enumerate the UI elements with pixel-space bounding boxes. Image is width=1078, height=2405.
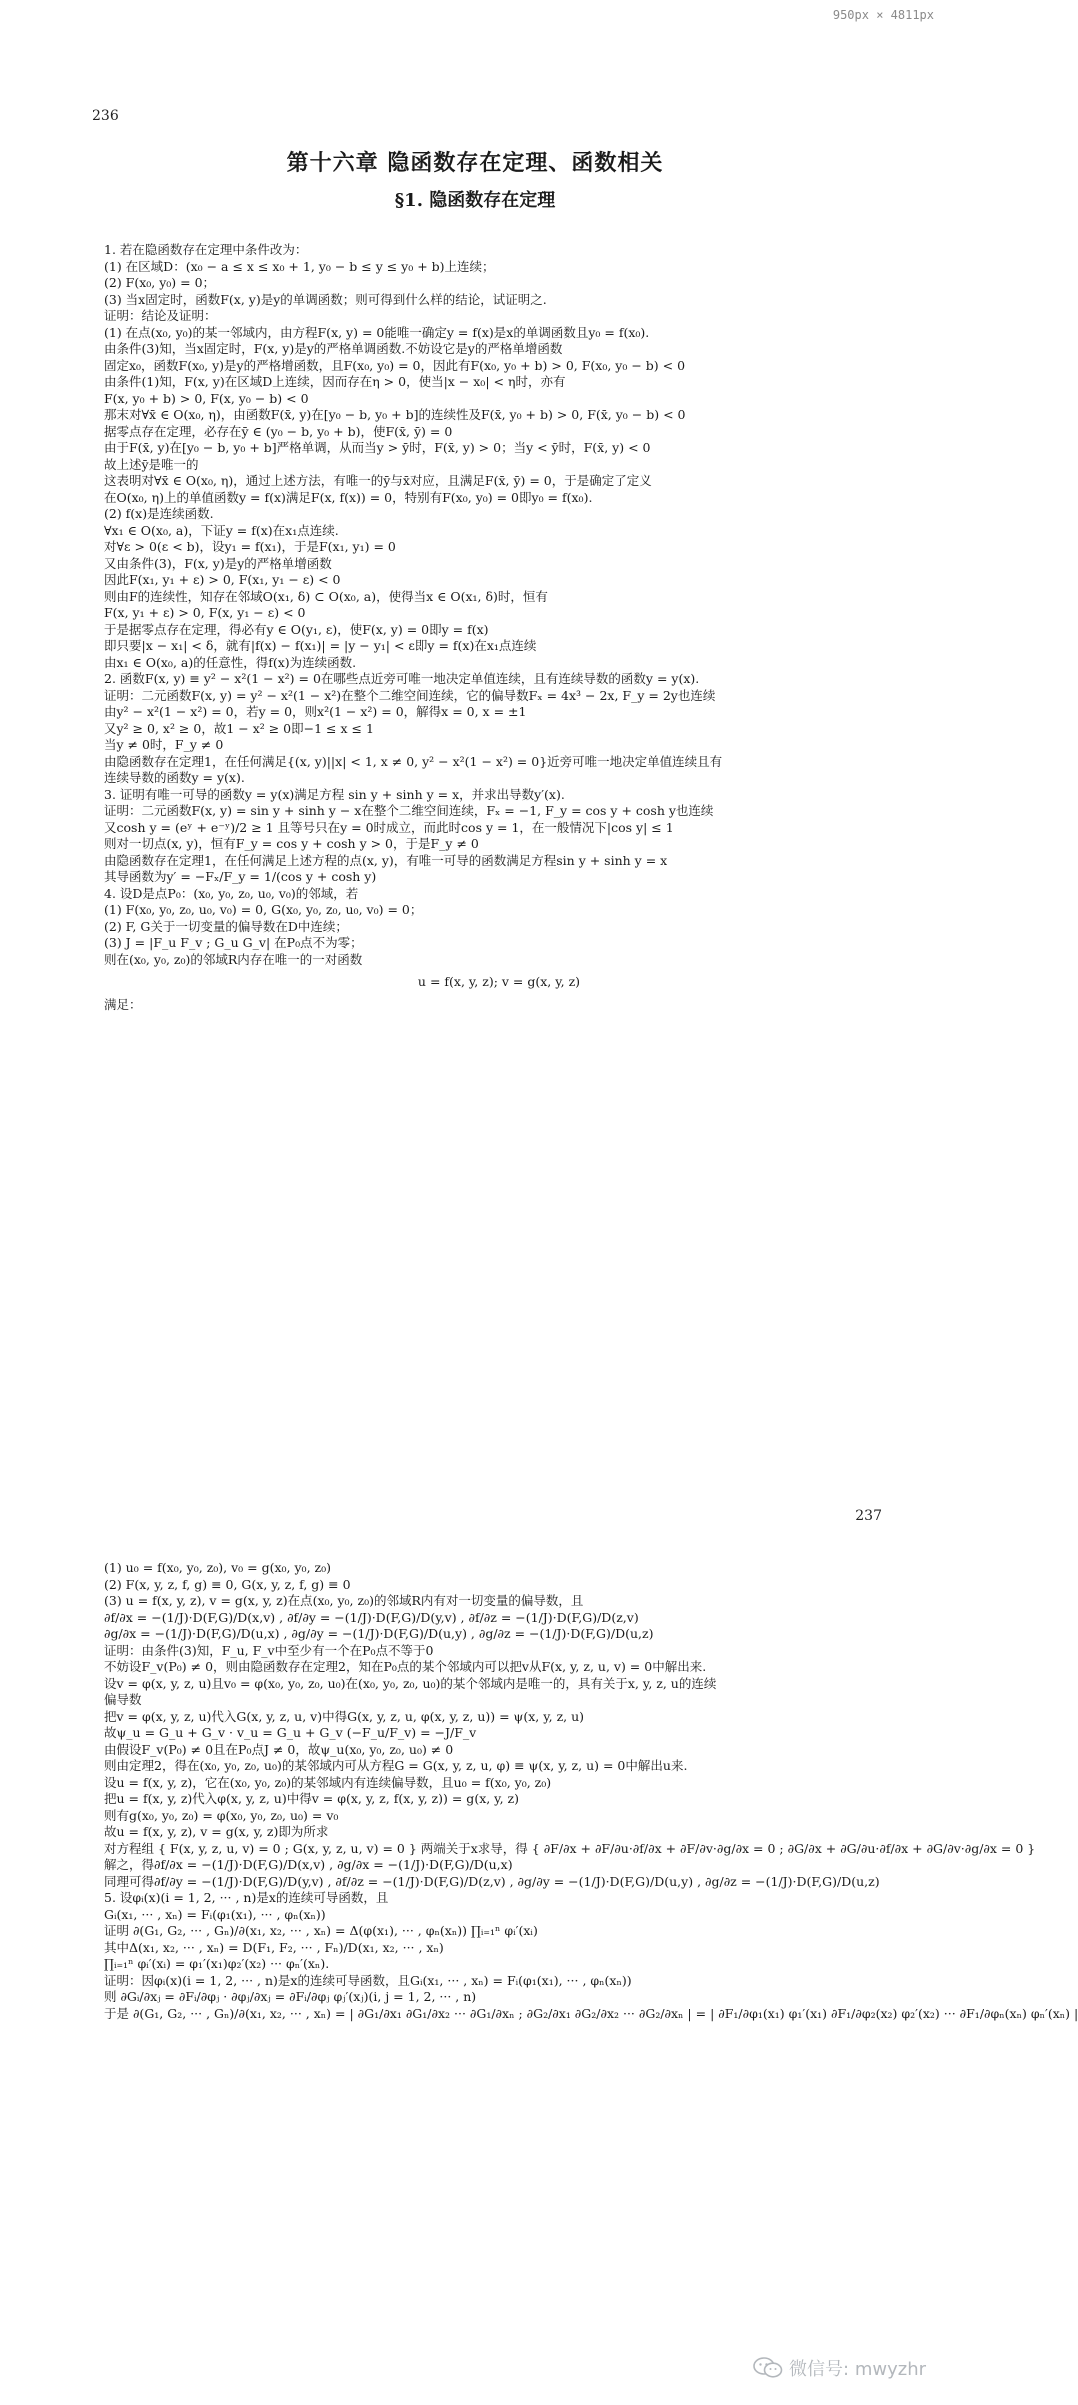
text-line: 固定x₀，函数F(x₀, y)是y的严格增函数，且F(x₀, y₀) = 0，因此有F(x₀, y₀ + b) > 0, F(x₀, y₀ − b) < 0 [104, 357, 686, 373]
text-line: 由隐函数存在定理1，在任何满足{(x, y)||x| < 1, x ≠ 0, y² − x²(1 − x²) = 0}近旁可唯一地决定单值连续且有 [104, 753, 723, 769]
text-line: 连续导数的函数y = y(x). [104, 770, 245, 785]
text-line: 故上述ȳ是唯一的 [104, 456, 199, 472]
centered-formula: u = f(x, y, z); v = g(x, y, z) [417, 974, 581, 989]
text-line: 证明 ∂(G₁, G₂, ··· , Gₙ)/∂(x₁, x₂, ··· , xₙ) = Δ(φ(x₁), ··· , φₙ(xₙ)) ∏ᵢ₌₁ⁿ φᵢ′(xᵢ) [104, 1923, 538, 1938]
text-line: 对∀ε > 0(ε < b)，设y₁ = f(x₁)，于是F(x₁, y₁) = 0 [104, 539, 396, 554]
wechat-watermark [753, 2355, 926, 2381]
text-line: 故ψ_u = G_u + G_v · v_u = G_u + G_v (−F_u/F_v) = −J/F_v [104, 1725, 477, 1740]
text-line: 这表明对∀x̄ ∈ O(x₀, η)，通过上述方法，有唯一的ȳ与x̄对应，且满足F(x̄, ȳ) = 0，于是确定了定义 [104, 473, 652, 488]
page-body-text [104, 1560, 1078, 2022]
watermark-text: 微信号: mwyzhr [789, 2359, 926, 2380]
text-line: 在O(x₀, η)上的单值函数y = f(x)满足F(x, f(x)) = 0，特别有F(x₀, y₀) = 0即y₀ = f(x₀). [104, 489, 593, 505]
text-line: 则对一切点(x, y)，恒有F_y = cos y + cosh y > 0，于是F_y ≠ 0 [104, 836, 479, 851]
text-line: 偏导数 [104, 1692, 142, 1707]
text-line: 证明：由条件(3)知，F_u, F_v中至少有一个在P₀点不等于0 [104, 1642, 434, 1658]
text-line: (1) F(x₀, y₀, z₀, u₀, v₀) = 0, G(x₀, y₀, z₀, u₀, v₀) = 0； [104, 902, 423, 917]
text-line: 把u = f(x, y, z)代入φ(x, y, z, u)中得v = φ(x, y, z, f(x, y, z)) = g(x, y, z) [104, 1791, 519, 1806]
text-line: 4. 设D是点P₀：(x₀, y₀, z₀, u₀, v₀)的邻域，若 [104, 885, 359, 901]
text-line: 证明：因φᵢ(x)(i = 1, 2, ··· , n)是x的连续可导函数，且Gᵢ(x₁, ··· , xₙ) = Fᵢ(φ₁(x₁), ··· , φₙ(xₙ)) [104, 1972, 632, 1988]
text-line: 由隐函数存在定理1，在任何满足上述方程的点(x, y)，有唯一可导的函数满足方程sin y + sinh y = x [104, 852, 668, 868]
text-line: 3. 证明有唯一可导的函数y = y(x)满足方程 sin y + sinh y = x，并求出导数y′(x). [104, 786, 565, 802]
text-line: 于是 ∂(G₁, G₂, ··· , Gₙ)/∂(x₁, x₂, ··· , xₙ) = | ∂G₁/∂x₁ ∂G₁/∂x₂ ··· ∂G₁/∂xₙ ; ∂G₂/∂x₁ ∂G₂/∂x₂ ··· ∂G₂/∂xₙ | = | ∂F₁/∂φ₁(x₁) φ₁′(x₁) ∂F₁/∂φ₂(x₂) φ₂′(x₂) ··· ∂F₁/∂φₙ(xₙ) φₙ′(xₙ) | [104, 2005, 1078, 2021]
text-line: (3) u = f(x, y, z), v = g(x, y, z)在点(x₀, y₀, z₀)的邻域R内有对一切变量的偏导数，且 [104, 1593, 584, 1608]
text-line: 据零点存在定理，必存在ȳ ∈ (y₀ − b, y₀ + b)，使F(x̄, ȳ) = 0 [104, 423, 453, 439]
text-line: 证明：二元函数F(x, y) = y² − x²(1 − x²)在整个二维空间连续，它的偏导数Fₓ = 4x³ − 2x, F_y = 2y也连续 [104, 687, 716, 703]
wechat-icon [753, 2356, 783, 2380]
text-line: 设v = φ(x, y, z, u)且v₀ = φ(x₀, y₀, z₀, u₀)在(x₀, y₀, z₀, u₀)的某个邻域内是唯一的，具有关于x, y, z, u的连续 [104, 1675, 717, 1691]
text-line: (3) 当x固定时，函数F(x, y)是y的单调函数；则可得到什么样的结论，试证明之. [104, 291, 547, 307]
text-line: 则由定理2，得在(x₀, y₀, z₀, u₀)的某邻域内可从方程G = G(x, y, z, u, φ) ≡ ψ(x, y, z, u) = 0中解出u来. [104, 1758, 688, 1773]
text-line: 由x₁ ∈ O(x₀, a)的任意性，得f(x)为连续函数. [104, 654, 357, 670]
text-line: 即只要|x − x₁| < δ，就有|f(x) − f(x₁)| = |y − y₁| < ε即y = f(x)在x₁点连续 [104, 638, 537, 653]
page-body-text [104, 242, 894, 1013]
text-line: (1) 在区域D：(x₀ − a ≤ x ≤ x₀ + 1, y₀ − b ≤ y ≤ y₀ + b)上连续； [104, 258, 495, 274]
text-line: 证明：二元函数F(x, y) = sin y + sinh y − x在整个二维空间连续，Fₓ = −1, F_y = cos y + cosh y也连续 [104, 803, 714, 818]
page-number: 236 [92, 108, 119, 124]
text-line: 对方程组 { F(x, y, z, u, v) = 0 ; G(x, y, z, u, v) = 0 } 两端关于x求导，得 { ∂F/∂x + ∂F/∂u·∂f/∂x + ∂F/∂v·∂g/∂x = 0 ; ∂G/∂x + ∂G/∂u·∂f/∂x + ∂G/∂v·∂g/∂x = 0 } [104, 1840, 1036, 1856]
text-line: 1. 若在隐函数存在定理中条件改为： [104, 242, 308, 257]
chapter-title: 第十六章 隐函数存在定理、函数相关 [286, 150, 664, 176]
text-line: 其导函数为y′ = −Fₓ/F_y = 1/(cos y + cosh y) [104, 869, 377, 884]
text-line: (2) F(x₀, y₀) = 0； [104, 275, 216, 290]
text-line: 又cosh y = (eʸ + e⁻ʸ)/2 ≥ 1 且等号只在y = 0时成立，而此时cos y = 1，在一般情况下|cos y| ≤ 1 [104, 819, 674, 835]
text-line: 由假设F_v(P₀) ≠ 0且在P₀点J ≠ 0，故ψ_u(x₀, y₀, z₀, u₀) ≠ 0 [104, 1741, 454, 1757]
text-line: 因此F(x₁, y₁ + ε) > 0, F(x₁, y₁ − ε) < 0 [104, 572, 341, 587]
text-line: 由条件(3)知，当x固定时，F(x, y)是y的严格单调函数.不妨设它是y的严格单增函数 [104, 341, 563, 356]
text-line: 同理可得∂f/∂y = −(1/J)·D(F,G)/D(y,v) , ∂f/∂z = −(1/J)·D(F,G)/D(z,v) , ∂g/∂y = −(1/J)·D(F,G)/D(u,y) , ∂g/∂z = −(1/J)·D(F,G)/D(u,z) [104, 1873, 880, 1889]
text-line: 那末对∀x̄ ∈ O(x₀, η)，由函数F(x̄, y)在[y₀ − b, y₀ + b]的连续性及F(x̄, y₀ + b) > 0, F(x̄, y₀ − b) < 0 [104, 407, 686, 422]
section-title: §1. 隐函数存在定理 [394, 190, 556, 211]
text-line: ∂f/∂x = −(1/J)·D(F,G)/D(x,v) , ∂f/∂y = −(1/J)·D(F,G)/D(y,v) , ∂f/∂z = −(1/J)·D(F,G)/D(z,v) [104, 1609, 639, 1625]
text-line: Gᵢ(x₁, ··· , xₙ) = Fᵢ(φ₁(x₁), ··· , φₙ(xₙ)) [104, 1906, 326, 1922]
text-line: F(x, y₁ + ε) > 0, F(x, y₁ − ε) < 0 [104, 605, 306, 620]
text-line: 满足： [104, 996, 142, 1012]
text-line: 由于F(x̄, y)在[y₀ − b, y₀ + b]严格单调，从而当y > ȳ时，F(x̄, y) > 0；当y < ȳ时，F(x̄, y) < 0 [104, 440, 651, 455]
text-line: 其中Δ(x₁, x₂, ··· , xₙ) = D(F₁, F₂, ··· , Fₙ)/D(x₁, x₂, ··· , xₙ) [104, 1939, 444, 1955]
page-number: 237 [855, 1508, 882, 1524]
text-line: 不妨设F_v(P₀) ≠ 0，则由隐函数存在定理2，知在P₀点的某个邻域内可以把v从F(x, y, z, u, v) = 0中解出来. [104, 1659, 707, 1674]
text-line: 故u = f(x, y, z), v = g(x, y, z)即为所求 [104, 1824, 329, 1839]
text-line: 证明：结论及证明： [104, 308, 217, 323]
text-line: (2) F, G关于一切变量的偏导数在D中连续； [104, 918, 348, 934]
text-line: 设u = f(x, y, z)，它在(x₀, y₀, z₀)的某邻域内有连续偏导数，且u₀ = f(x₀, y₀, z₀) [104, 1774, 552, 1790]
image-size-label: 950px × 4811px [832, 8, 934, 22]
text-line: 又由条件(3)，F(x, y)是y的严格单增函数 [104, 555, 332, 571]
text-line: ∏ᵢ₌₁ⁿ φᵢ′(xᵢ) = φ₁′(x₁)φ₂′(x₂) ··· φₙ′(xₙ). [104, 1956, 330, 1971]
text-line: 由条件(1)知，F(x, y)在区域D上连续，因而存在η > 0，使当|x − x₀| < η时，亦有 [104, 374, 566, 389]
text-line: (2) f(x)是连续函数. [104, 506, 214, 521]
text-line: 5. 设φᵢ(x)(i = 1, 2, ··· , n)是x的连续可导函数，且 [104, 1890, 389, 1905]
text-line: (1) u₀ = f(x₀, y₀, z₀), v₀ = g(x₀, y₀, z₀) [104, 1560, 331, 1575]
text-line: ∂g/∂x = −(1/J)·D(F,G)/D(u,x) , ∂g/∂y = −(1/J)·D(F,G)/D(u,y) , ∂g/∂z = −(1/J)·D(F,G)/D(u,z) [104, 1626, 654, 1641]
text-line: 则有g(x₀, y₀, z₀) = φ(x₀, y₀, z₀, u₀) = v₀ [104, 1807, 339, 1823]
text-line: ∀x₁ ∈ O(x₀, a)，下证y = f(x)在x₁点连续. [104, 522, 339, 538]
text-line: 解之，得∂f/∂x = −(1/J)·D(F,G)/D(x,v) , ∂g/∂x = −(1/J)·D(F,G)/D(u,x) [104, 1857, 513, 1872]
text-line: 则在(x₀, y₀, z₀)的邻域R内存在唯一的一对函数 [104, 951, 363, 967]
text-line: 则 ∂Gᵢ/∂xⱼ = ∂Fᵢ/∂φⱼ · ∂φⱼ/∂xⱼ = ∂Fᵢ/∂φⱼ φⱼ′(xⱼ)(i, j = 1, 2, ··· , n) [104, 1989, 477, 2004]
text-line: 把v = φ(x, y, z, u)代入G(x, y, z, u, v)中得G(x, y, z, u, φ(x, y, z, u)) = ψ(x, y, z, u) [104, 1708, 585, 1724]
page-237 [0, 1480, 1078, 2405]
text-line: F(x, y₀ + b) > 0, F(x, y₀ − b) < 0 [104, 390, 309, 406]
text-line: (3) J = |F_u F_v ; G_u G_v| 在P₀点不为零； [104, 935, 363, 950]
text-line: 则由F的连续性，知存在邻域O(x₁, δ) ⊂ O(x₀, a)，使得当x ∈ O(x₁, δ)时，恒有 [104, 588, 548, 604]
text-line: 由y² − x²(1 − x²) = 0，若y = 0，则x²(1 − x²) = 0，解得x = 0, x = ±1 [104, 704, 527, 719]
text-line: (2) F(x, y, z, f, g) ≡ 0, G(x, y, z, f, g) ≡ 0 [104, 1576, 351, 1592]
text-line: 于是据零点存在定理，得必有y ∈ O(y₁, ε)，使F(x, y) = 0即y = f(x) [104, 621, 489, 637]
text-line: 2. 函数F(x, y) ≡ y² − x²(1 − x²) = 0在哪些点近旁可唯一地决定单值连续，且有连续导数的函数y = y(x). [104, 671, 700, 686]
text-line: 当y ≠ 0时，F_y ≠ 0 [104, 737, 224, 752]
text-line: 又y² ≥ 0, x² ≥ 0，故1 − x² ≥ 0即−1 ≤ x ≤ 1 [104, 720, 374, 736]
text-line: (1) 在点(x₀, y₀)的某一邻域内，由方程F(x, y) = 0能唯一确定y = f(x)是x的单调函数且y₀ = f(x₀). [104, 324, 650, 340]
